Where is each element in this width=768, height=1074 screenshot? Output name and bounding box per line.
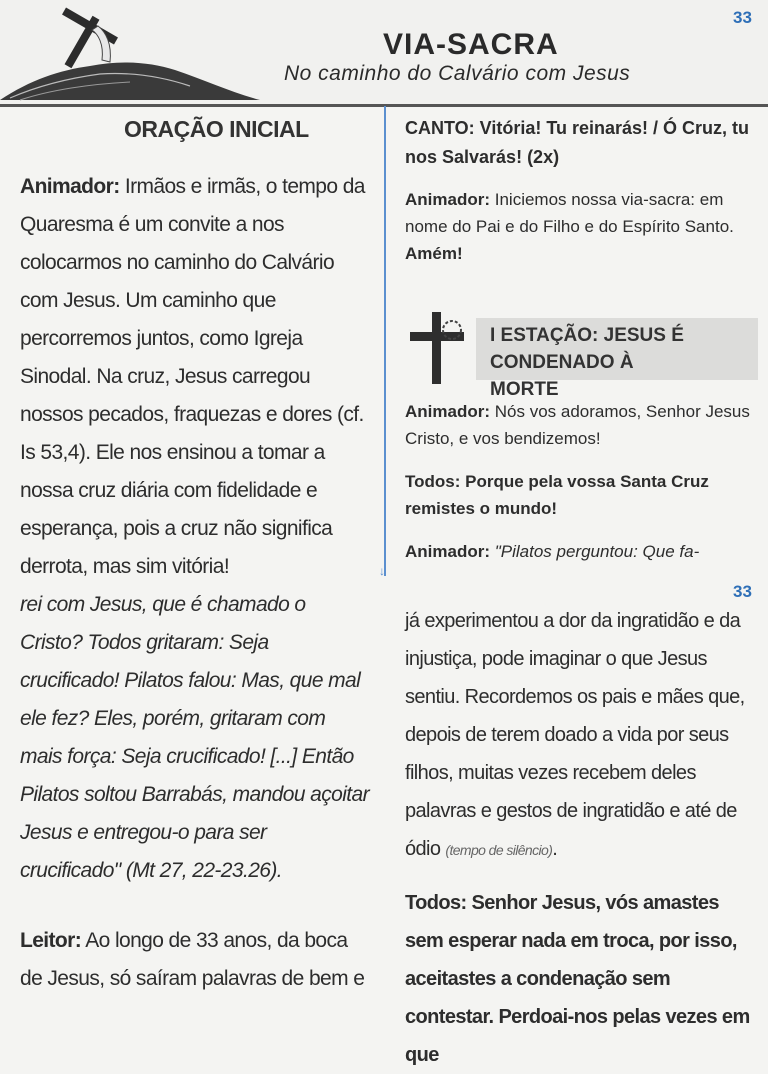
- cross-icon: [408, 312, 468, 384]
- animador-pilatos-paragraph: [405, 538, 755, 565]
- animador-label: Animador:: [20, 175, 120, 198]
- page-title: VIA-SACRA: [383, 28, 559, 61]
- animador-adoration-paragraph: [405, 398, 755, 452]
- quote-paragraph: rei com Jesus, que é chamado o Cristo? Todos gritaram: Seja crucificado! Pilatos falou: Mas, que mal ele fez? Eles, porém, gritaram com mais força: Seja crucificado! [...] Então Pilatos soltou Barrabás, mandou açoitar Jesus e entregou-o para ser crucificado" (Mt 27, 22-23.26).: [20, 593, 369, 882]
- leitor-text: Ao longo de 33 anos, da boca de Jesus, só saíram palavras de bem e: [20, 929, 365, 990]
- animador-paragraph: [20, 168, 370, 586]
- page-number: 33: [733, 8, 752, 27]
- animador-text: Nós vos adoramos, Senhor Jesus Cristo, e vos bendizemos!: [405, 402, 750, 448]
- canto-line: CANTO: Vitória! Tu reinarás! / Ó Cruz, tu nos Salvarás! (2x): [405, 118, 750, 167]
- page-header: [0, 0, 768, 107]
- page-subtitle: No caminho do Calvário com Jesus: [284, 62, 631, 85]
- chevron-down-icon: ↓: [379, 564, 385, 578]
- ingratitude-paragraph: já experimentou a dor da ingratidão e da injustiça, pode imaginar o que Jesus sentiu. Recordemos os pais e mães que, depois de terem doado a vida por seus filhos, muitas vezes recebem deles palavras e gestos de ingratidão e até de ódio (tempo de silêncio).: [405, 610, 745, 860]
- todos-response: Todos: Porque pela vossa Santa Cruz remistes o mundo!: [405, 472, 709, 518]
- station-title: I ESTAÇÃO: JESUS É CONDENADO À MORTE: [490, 325, 684, 400]
- leitor-label: Leitor:: [20, 929, 82, 952]
- animador-text: Irmãos e irmãs, o tempo da Quaresma é um convite a nos colocarmos no caminho do Calvário com Jesus. Um caminho que percorremos juntos, como Igreja Sinodal. Na cruz, Jesus carregou nossos pecados, fraquezas e dores (cf. Is 53,4). Ele nos ensinou a tomar a nossa cruz diária com fidelidade e esperança, pois a cruz não significa derrota, mas sim vitória!: [20, 175, 365, 578]
- leitor-paragraph: [20, 922, 370, 998]
- animador-intro-paragraph: [405, 186, 755, 267]
- station-banner: [404, 312, 754, 400]
- animador-label: Animador:: [405, 190, 490, 209]
- animador-label: Animador:: [405, 542, 490, 561]
- animador-label: Animador:: [405, 402, 490, 421]
- section-heading: ORAÇÃO INICIAL: [124, 116, 309, 142]
- animador-text: "Pilatos perguntou: Que fa-: [494, 542, 700, 561]
- todos-prayer: Todos: Senhor Jesus, vós amastes sem esperar nada em troca, por isso, aceitastes a condenação sem contestar. Perdoai-nos pelas vezes em que: [405, 892, 750, 1066]
- silence-note: (tempo de silêncio): [445, 842, 553, 858]
- calvary-cross-illustration: [0, 0, 260, 104]
- ingratitude-text: já experimentou a dor da ingratidão e da injustiça, pode imaginar o que Jesus sentiu. Recordemos os pais e mães que, depois de terem doado a vida por seus filhos, muitas vezes recebem deles palavras e gestos de ingratidão e até de ódio: [405, 610, 745, 860]
- amem-text: Amém!: [405, 244, 463, 263]
- animador-text: Iniciemos nossa via-sacra: em nome do Pai e do Filho e do Espírito Santo.: [405, 190, 734, 236]
- column-divider: [384, 106, 386, 576]
- page-number-secondary: 33: [733, 582, 752, 601]
